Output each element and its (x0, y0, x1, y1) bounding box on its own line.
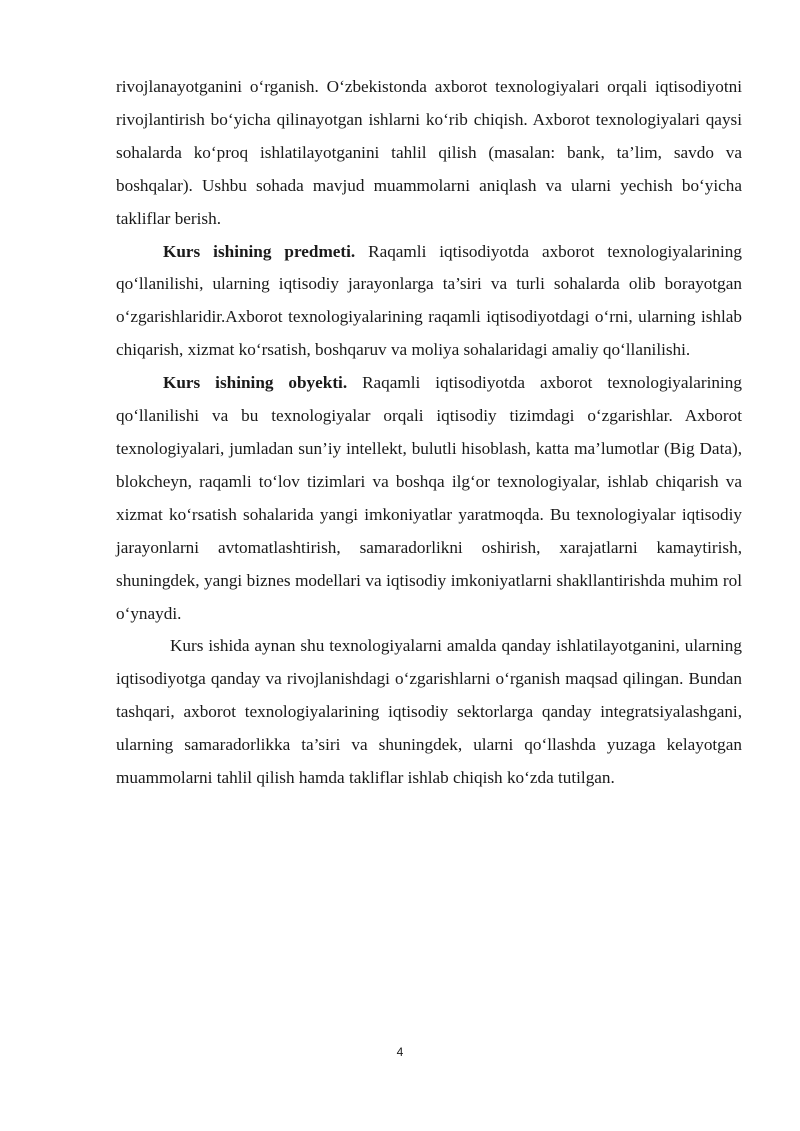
subject-heading: Kurs ishining predmeti. (163, 241, 356, 261)
paragraph-text: Raqamli iqtisodiyotda axborot texnologiyalarining qo‘llanilishi, ularning iqtisodiy jarayonlarga ta’siri va turli sohalarda olib borayotgan o‘zgarishlaridir.Axborot texnologiyalarining raqamli iqtisodiyotdagi o‘rni, ularning ishlab chiqarish, xizmat ko‘rsatish, boshqaruv va moliya sohalaridagi amaliy qo‘llanilishi. (116, 241, 742, 360)
paragraph-text: Kurs ishida aynan shu texnologiyalarni amalda qanday ishlatilayotganini, ularning iqtisodiyotga qanday va rivojlanishdagi o‘zgarishlarni o‘rganish maqsad qilingan. Bundan tashqari, axborot texnologiyalarining iqtisodiy sektorlarga qanday integratsiyalashgani, ularning samaradorlikka ta’siri va shuningdek, ularni qo‘llashda yuzaga kelayotgan muammolarni tahlil qilish hamda takliflar ishlab chiqish ko‘zda tutilgan. (116, 636, 742, 788)
body-text (116, 71, 742, 795)
paragraph-object (116, 367, 742, 630)
object-heading: Kurs ishining obyekti. (163, 373, 348, 393)
paragraph-continuation (116, 71, 742, 236)
paragraph-text: Raqamli iqtisodiyotda axborot texnologiyalarining qo‘llanilishi va bu texnologiyalar orqali iqtisodiy tizimdagi o‘zgarishlar. Axborot texnologiyalari, jumladan sun’iy intellekt, bulutli hisoblash, katta ma’lumotlar (Big Data), blokcheyn, raqamli to‘lov tizimlari va boshqa ilg‘or texnologiyalar, ishlab chiqarish va xizmat ko‘rsatish sohalarida yangi imkoniyatlar yaratmoqda. Bu texnologiyalar iqtisodiy jarayonlarni avtomatlashtirish, samaradorlikni oshirish, xarajatlarni kamaytirish, shuningdek, yangi biznes modellari va iqtisodiy imkoniyatlarni shakllantirishda muhim rol o‘ynaydi. (116, 373, 742, 623)
paragraph-conclusion (116, 630, 742, 795)
paragraph-text: rivojlanayotganini o‘rganish. O‘zbekistonda axborot texnologiyalari orqali iqtisodiyotni rivojlantirish bo‘yicha qilinayotgan ishlarni ko‘rib chiqish. Axborot texnologiyalari qaysi sohalarda ko‘proq ishlatilayotganini tahlil qilish (masalan: bank, ta’lim, savdo va boshqalar). Ushbu sohada mavjud muammolarni aniqlash va ularni yechish bo‘yicha takliflar berish. (116, 77, 742, 228)
paragraph-subject (116, 236, 742, 368)
page-number: 4 (396, 1045, 404, 1059)
